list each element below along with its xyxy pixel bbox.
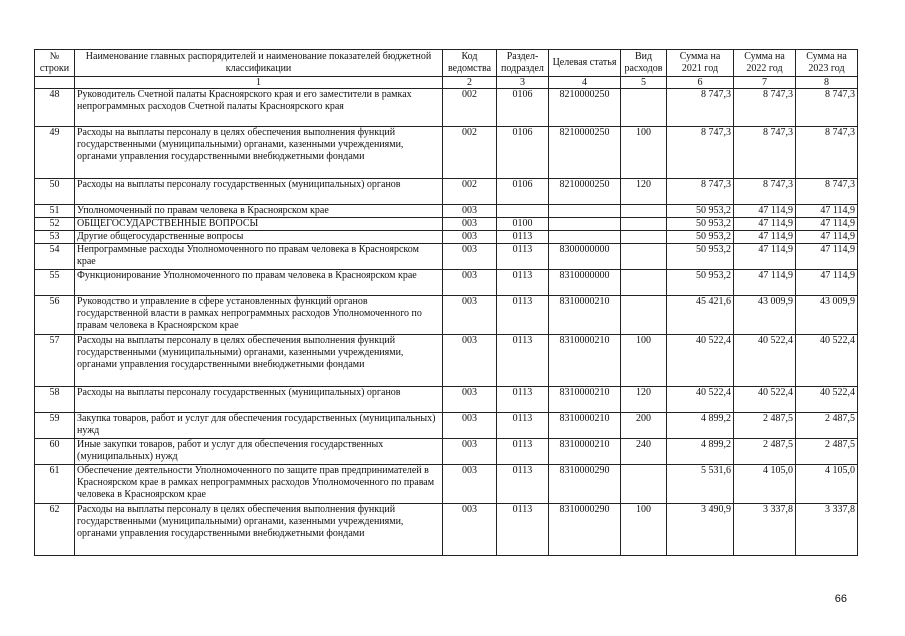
column-number: 3: [497, 77, 549, 89]
row-sum-2022: 4 105,0: [734, 465, 796, 504]
row-razdel: 0113: [497, 296, 549, 335]
row-vedomstvo-code: 003: [443, 504, 497, 556]
row-sum-2021: 4 899,2: [667, 439, 734, 465]
table-row: [35, 127, 858, 179]
row-sum-2022: 2 487,5: [734, 439, 796, 465]
row-sum-2022: 8 747,3: [734, 179, 796, 205]
row-expense-type: [621, 218, 667, 231]
row-name: Расходы на выплаты персоналу в целях обеспечения выполнения функций государственными (муниципальными) органами, казенными учреждениями, органами управления государственными внебюджетными фондами: [75, 127, 443, 179]
row-number: 59: [35, 413, 75, 439]
row-expense-type: [621, 270, 667, 296]
row-razdel: 0113: [497, 270, 549, 296]
row-number: 60: [35, 439, 75, 465]
row-name: Закупка товаров, работ и услуг для обеспечения государственных (муниципальных) нужд: [75, 413, 443, 439]
table-row: [35, 205, 858, 218]
header-expense-type: Вид расходов: [621, 50, 667, 77]
row-razdel: 0106: [497, 89, 549, 127]
table-row: [35, 439, 858, 465]
row-razdel: [497, 205, 549, 218]
row-razdel: 0113: [497, 335, 549, 387]
row-sum-2023: 40 522,4: [796, 387, 858, 413]
column-number: 7: [734, 77, 796, 89]
row-name: Уполномоченный по правам человека в Красноярском крае: [75, 205, 443, 218]
row-expense-type: [621, 244, 667, 270]
row-number: 49: [35, 127, 75, 179]
row-vedomstvo-code: 003: [443, 439, 497, 465]
row-sum-2021: 45 421,6: [667, 296, 734, 335]
row-number: 61: [35, 465, 75, 504]
header-razdel: Раздел- подраздел: [497, 50, 549, 77]
header-row: [35, 50, 858, 77]
row-target-article: [549, 205, 621, 218]
row-number: 54: [35, 244, 75, 270]
row-sum-2022: 40 522,4: [734, 387, 796, 413]
row-sum-2022: 2 487,5: [734, 413, 796, 439]
row-sum-2022: 8 747,3: [734, 89, 796, 127]
row-name: Функционирование Уполномоченного по правам человека в Красноярском крае: [75, 270, 443, 296]
row-name: Другие общегосударственные вопросы: [75, 231, 443, 244]
row-target-article: 8210000250: [549, 89, 621, 127]
row-name: ОБЩЕГОСУДАРСТВЕННЫЕ ВОПРОСЫ: [75, 218, 443, 231]
header-row-number: № строки: [35, 50, 75, 77]
column-number: 5: [621, 77, 667, 89]
table-row: [35, 89, 858, 127]
row-sum-2021: 5 531,6: [667, 465, 734, 504]
table-row: [35, 270, 858, 296]
row-name: Расходы на выплаты персоналу государственных (муниципальных) органов: [75, 387, 443, 413]
row-sum-2022: 47 114,9: [734, 218, 796, 231]
row-vedomstvo-code: 002: [443, 127, 497, 179]
row-vedomstvo-code: 003: [443, 270, 497, 296]
row-vedomstvo-code: 003: [443, 387, 497, 413]
row-number: 50: [35, 179, 75, 205]
column-number: [35, 77, 75, 89]
header-sum-2023: Сумма на 2023 год: [796, 50, 858, 77]
row-sum-2023: 2 487,5: [796, 413, 858, 439]
row-target-article: 8210000250: [549, 179, 621, 205]
row-number: 48: [35, 89, 75, 127]
row-expense-type: [621, 465, 667, 504]
row-vedomstvo-code: 002: [443, 179, 497, 205]
row-name: Расходы на выплаты персоналу в целях обеспечения выполнения функций государственными (муниципальными) органами, казенными учреждениями, органами управления государственными внебюджетными фондами: [75, 504, 443, 556]
row-target-article: [549, 231, 621, 244]
row-expense-type: 100: [621, 127, 667, 179]
row-sum-2023: 47 114,9: [796, 231, 858, 244]
row-vedomstvo-code: 002: [443, 89, 497, 127]
row-vedomstvo-code: 003: [443, 465, 497, 504]
row-vedomstvo-code: 003: [443, 413, 497, 439]
row-expense-type: 100: [621, 335, 667, 387]
row-razdel: 0100: [497, 218, 549, 231]
row-target-article: 8310000000: [549, 270, 621, 296]
row-target-article: 8310000210: [549, 413, 621, 439]
row-target-article: [549, 218, 621, 231]
row-vedomstvo-code: 003: [443, 205, 497, 218]
row-sum-2021: 50 953,2: [667, 205, 734, 218]
row-number: 52: [35, 218, 75, 231]
row-sum-2023: 8 747,3: [796, 89, 858, 127]
row-number: 57: [35, 335, 75, 387]
table-row: [35, 413, 858, 439]
row-sum-2023: 8 747,3: [796, 179, 858, 205]
row-sum-2022: 40 522,4: [734, 335, 796, 387]
table-row: [35, 504, 858, 556]
row-target-article: 8210000250: [549, 127, 621, 179]
table-row: [35, 465, 858, 504]
budget-table: [34, 49, 858, 556]
row-sum-2023: 47 114,9: [796, 270, 858, 296]
row-razdel: 0113: [497, 413, 549, 439]
row-sum-2021: 40 522,4: [667, 387, 734, 413]
table-row: [35, 387, 858, 413]
row-sum-2023: 4 105,0: [796, 465, 858, 504]
row-sum-2021: 4 899,2: [667, 413, 734, 439]
header-sum-2021: Сумма на 2021 год: [667, 50, 734, 77]
row-sum-2023: 2 487,5: [796, 439, 858, 465]
row-number: 58: [35, 387, 75, 413]
row-target-article: 8310000210: [549, 296, 621, 335]
table-row: [35, 231, 858, 244]
row-expense-type: 120: [621, 387, 667, 413]
row-vedomstvo-code: 003: [443, 296, 497, 335]
row-expense-type: 100: [621, 504, 667, 556]
column-number-row: [35, 77, 858, 89]
row-razdel: 0113: [497, 387, 549, 413]
row-sum-2022: 8 747,3: [734, 127, 796, 179]
row-sum-2021: 50 953,2: [667, 218, 734, 231]
row-razdel: 0113: [497, 231, 549, 244]
table-row: [35, 179, 858, 205]
row-expense-type: 200: [621, 413, 667, 439]
column-number: 6: [667, 77, 734, 89]
row-expense-type: [621, 205, 667, 218]
row-target-article: 8300000000: [549, 244, 621, 270]
table-body: [35, 89, 858, 556]
row-sum-2021: 50 953,2: [667, 270, 734, 296]
row-vedomstvo-code: 003: [443, 244, 497, 270]
row-name: Руководство и управление в сфере установленных функций органов государственной власти в рамках непрограммных расходов Уполномоченного по правам человека в Красноярском крае: [75, 296, 443, 335]
row-sum-2022: 3 337,8: [734, 504, 796, 556]
row-expense-type: [621, 231, 667, 244]
row-sum-2021: 3 490,9: [667, 504, 734, 556]
column-number: 4: [549, 77, 621, 89]
row-name: Иные закупки товаров, работ и услуг для обеспечения государственных (муниципальных) нужд: [75, 439, 443, 465]
row-sum-2023: 43 009,9: [796, 296, 858, 335]
column-number: 1: [75, 77, 443, 89]
row-sum-2022: 47 114,9: [734, 244, 796, 270]
row-expense-type: [621, 89, 667, 127]
row-sum-2022: 47 114,9: [734, 205, 796, 218]
row-razdel: 0106: [497, 179, 549, 205]
row-sum-2021: 50 953,2: [667, 244, 734, 270]
row-sum-2023: 40 522,4: [796, 335, 858, 387]
row-target-article: 8310000210: [549, 387, 621, 413]
header-sum-2022: Сумма на 2022 год: [734, 50, 796, 77]
row-target-article: 8310000210: [549, 335, 621, 387]
row-target-article: 8310000210: [549, 439, 621, 465]
table-row: [35, 244, 858, 270]
row-razdel: 0113: [497, 244, 549, 270]
row-razdel: 0106: [497, 127, 549, 179]
row-expense-type: 240: [621, 439, 667, 465]
row-name: Расходы на выплаты персоналу в целях обеспечения выполнения функций государственными (муниципальными) органами, казенными учреждениями, органами управления государственными внебюджетными фондами: [75, 335, 443, 387]
row-vedomstvo-code: 003: [443, 335, 497, 387]
row-sum-2021: 50 953,2: [667, 231, 734, 244]
row-target-article: 8310000290: [549, 465, 621, 504]
row-razdel: 0113: [497, 465, 549, 504]
row-name: Непрограммные расходы Уполномоченного по правам человека в Красноярском крае: [75, 244, 443, 270]
row-razdel: 0113: [497, 439, 549, 465]
row-vedomstvo-code: 003: [443, 231, 497, 244]
page-number: 66: [834, 593, 847, 605]
row-sum-2021: 40 522,4: [667, 335, 734, 387]
column-number: 2: [443, 77, 497, 89]
column-number: 8: [796, 77, 858, 89]
header-vedomstvo-code: Код ведомства: [443, 50, 497, 77]
row-sum-2021: 8 747,3: [667, 179, 734, 205]
row-vedomstvo-code: 003: [443, 218, 497, 231]
row-name: Расходы на выплаты персоналу государственных (муниципальных) органов: [75, 179, 443, 205]
row-expense-type: [621, 296, 667, 335]
table-row: [35, 296, 858, 335]
table-row: [35, 335, 858, 387]
row-sum-2022: 47 114,9: [734, 270, 796, 296]
row-sum-2021: 8 747,3: [667, 127, 734, 179]
row-number: 55: [35, 270, 75, 296]
row-razdel: 0113: [497, 504, 549, 556]
header-target-article: Целевая статья: [549, 50, 621, 77]
table-row: [35, 218, 858, 231]
row-sum-2021: 8 747,3: [667, 89, 734, 127]
row-number: 51: [35, 205, 75, 218]
header-name: Наименование главных распорядителей и наименование показателей бюджетной классификации: [75, 50, 443, 77]
row-sum-2023: 8 747,3: [796, 127, 858, 179]
row-sum-2023: 47 114,9: [796, 244, 858, 270]
row-sum-2023: 3 337,8: [796, 504, 858, 556]
row-target-article: 8310000290: [549, 504, 621, 556]
row-name: Обеспечение деятельности Уполномоченного по защите прав предпринимателей в Красноярском крае в рамках непрограммных расходов Уполномоченного по правам человека в Красноярском крае: [75, 465, 443, 504]
row-sum-2022: 43 009,9: [734, 296, 796, 335]
row-sum-2023: 47 114,9: [796, 218, 858, 231]
row-name: Руководитель Счетной палаты Красноярского края и его заместители в рамках непрограммных расходов Счетной палаты Красноярского края: [75, 89, 443, 127]
row-sum-2023: 47 114,9: [796, 205, 858, 218]
row-sum-2022: 47 114,9: [734, 231, 796, 244]
row-expense-type: 120: [621, 179, 667, 205]
row-number: 53: [35, 231, 75, 244]
row-number: 62: [35, 504, 75, 556]
row-number: 56: [35, 296, 75, 335]
